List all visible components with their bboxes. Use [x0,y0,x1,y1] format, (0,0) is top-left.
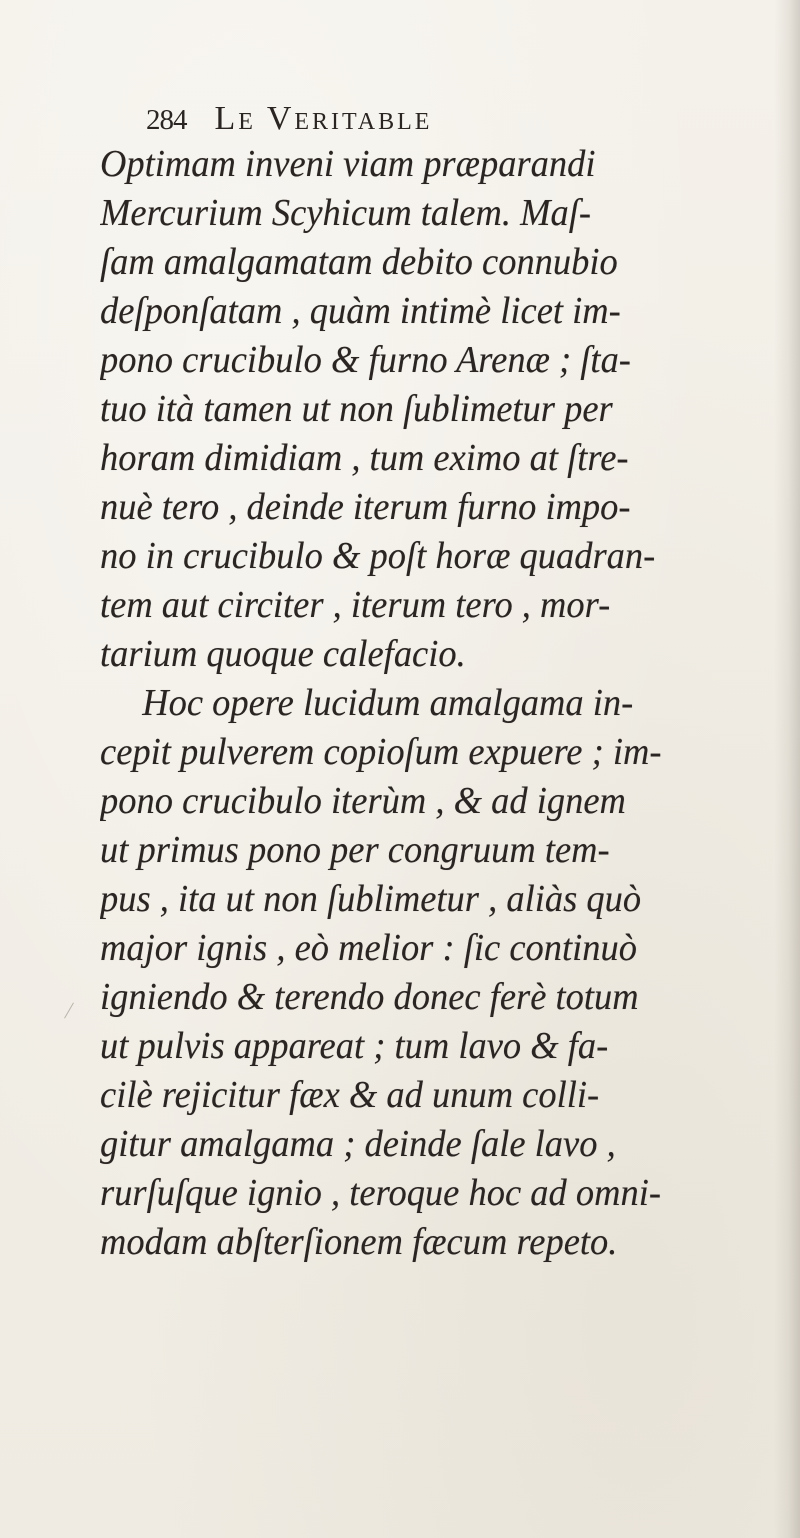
text-line: tem aut circiter , iterum tero , mor- [100,584,611,626]
body-text [100,140,800,1380]
text-line: horam dimidiam , tum eximo at ſtre- [100,437,629,479]
text-line: rurſuſque ignio , teroque hoc ad omni- [100,1172,661,1214]
text-line: tarium quoque calefacio. [100,633,466,675]
text-line: nuè tero , deinde iterum furno impo- [100,486,631,528]
text-line: pus , ita ut non ſublimetur , aliàs quò [100,878,642,920]
text-line: Optimam inveni viam præparandi [100,143,596,185]
stray-ink-mark [64,1002,74,1018]
text-line: ut pulvis appareat ; tum lavo & fa- [100,1025,609,1067]
text-line: modam abſterſionem fæcum repeto. [100,1221,618,1263]
page-number: 284 [146,104,187,136]
text-line: cilè rejicitur fæx & ad unum colli- [100,1074,600,1116]
text-line: major ignis , eò melior : ſic continuò [100,927,638,969]
text-line: Mercurium Scyhicum talem. Maſ- [100,192,591,234]
text-line: pono crucibulo & furno Arenæ ; ſta- [100,339,631,381]
running-head: Le Veritable [214,100,433,137]
text-line: ut primus pono per congruum tem- [100,829,610,871]
text-line: deſponſatam , quàm intimè licet im- [100,290,621,332]
paragraph-start-line: Hoc opere lucidum amalgama in- [142,682,634,724]
text-line: tuo ità tamen ut non ſublimetur per [100,388,613,430]
text-line: igniendo & terendo donec ferè totum [100,976,639,1018]
text-line: pono crucibulo iterùm , & ad ignem [100,780,626,822]
text-line: no in crucibulo & poſt horæ quadran- [100,535,656,577]
text-line: ſam amalgamatam debito connubio [100,241,618,283]
page-header [146,100,706,144]
text-line: gitur amalgama ; deinde ſale lavo , [100,1123,616,1165]
text-line: cepit pulverem copioſum expuere ; im- [100,731,662,773]
